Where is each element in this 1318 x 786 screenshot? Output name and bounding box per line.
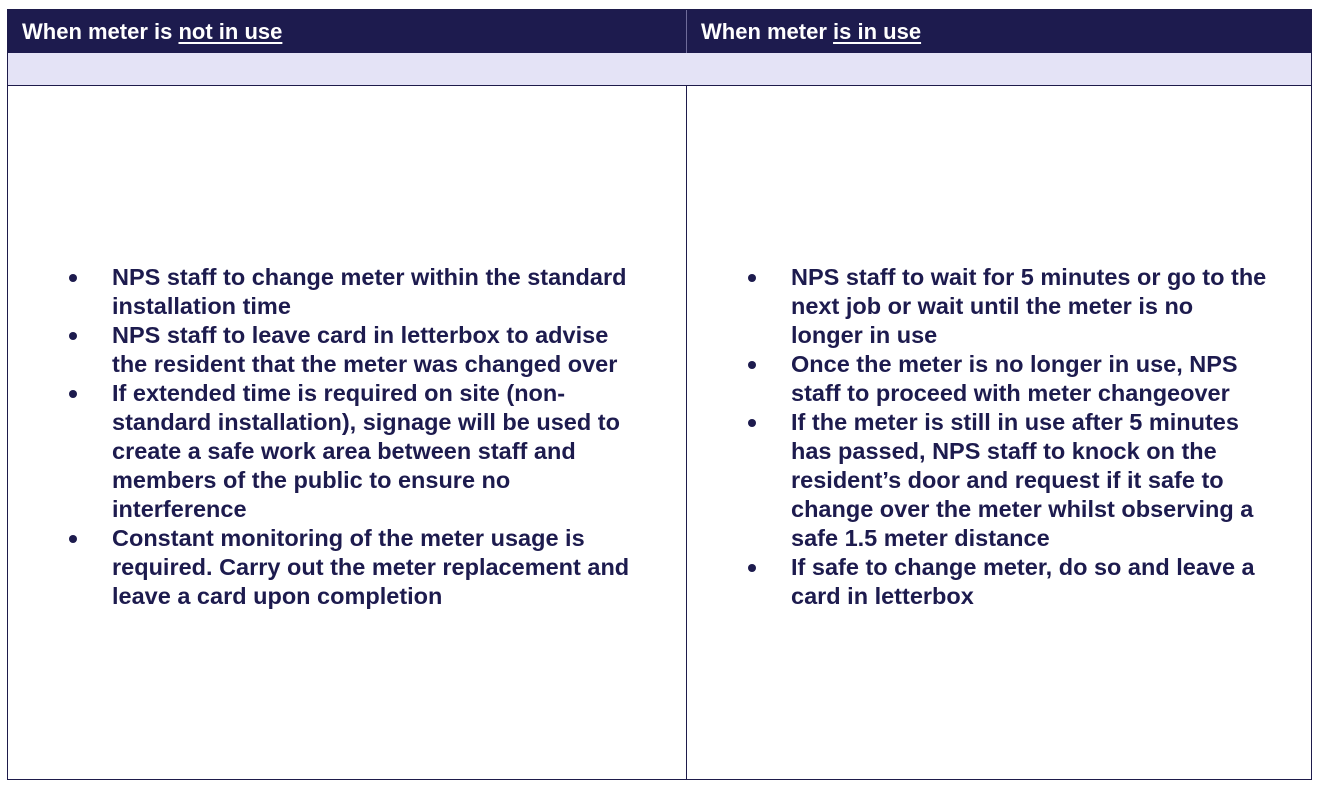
header-right-emphasis: is in use [833, 18, 922, 44]
list-item-line: If the meter is still in use after 5 minutes [791, 409, 1239, 435]
list-item-line: If safe to change meter, do so and leave a [791, 554, 1255, 580]
list-item-line: next job or wait until the meter is no [791, 293, 1194, 319]
cell-in-use [687, 86, 1311, 779]
header-right-prefix: When meter [701, 18, 834, 44]
list-item-line: Once the meter is no longer in use, NPS [791, 351, 1238, 377]
bullet-icon [748, 564, 756, 572]
cell-not-in-use [8, 86, 687, 779]
in-use-list [745, 263, 1305, 611]
bullet-icon [748, 274, 756, 282]
list-item-line: installation time [112, 293, 291, 319]
list-item [745, 553, 1305, 611]
list-item-line: If extended time is required on site (non- [112, 380, 566, 406]
list-item-line: leave a card upon completion [112, 583, 443, 609]
list-item [745, 408, 1305, 553]
header-left-prefix: When meter is [22, 18, 179, 44]
meter-procedure-table [7, 9, 1312, 780]
list-item [66, 321, 671, 379]
list-item-line: staff to proceed with meter changeover [791, 380, 1230, 406]
list-item [66, 263, 671, 321]
list-item-line: NPS staff to change meter within the standard [112, 264, 627, 290]
list-item-line: the resident that the meter was changed over [112, 351, 618, 377]
list-item-line: standard installation), signage will be used to [112, 409, 620, 435]
list-item-line: required. Carry out the meter replacement and [112, 554, 630, 580]
list-item-line: Constant monitoring of the meter usage is [112, 525, 585, 551]
bullet-icon [748, 419, 756, 427]
bullet-icon [748, 361, 756, 369]
list-item-line: resident’s door and request if it safe to [791, 467, 1224, 493]
list-item-line: interference [112, 496, 247, 522]
header-not-in-use [8, 10, 687, 53]
bullet-icon [69, 390, 77, 398]
header-left-emphasis: not in use [178, 18, 283, 44]
list-item-line: NPS staff to leave card in letterbox to advise [112, 322, 609, 348]
list-item [745, 350, 1305, 408]
bullet-icon [69, 535, 77, 543]
list-item-line: members of the public to ensure no [112, 467, 511, 493]
list-item [66, 379, 671, 524]
bullet-icon [69, 332, 77, 340]
bullet-icon [69, 274, 77, 282]
list-item-line: card in letterbox [791, 583, 974, 609]
header-in-use [687, 10, 1311, 53]
list-item [66, 524, 671, 611]
list-item-line: create a safe work area between staff and [112, 438, 576, 464]
list-item-line: longer in use [791, 322, 938, 348]
shaded-row [8, 53, 1311, 86]
list-item [745, 263, 1305, 350]
list-item-line: safe 1.5 meter distance [791, 525, 1050, 551]
list-item-line: NPS staff to wait for 5 minutes or go to the [791, 264, 1267, 290]
list-item-line: change over the meter whilst observing a [791, 496, 1254, 522]
not-in-use-list [66, 263, 671, 611]
list-item-line: has passed, NPS staff to knock on the [791, 438, 1217, 464]
